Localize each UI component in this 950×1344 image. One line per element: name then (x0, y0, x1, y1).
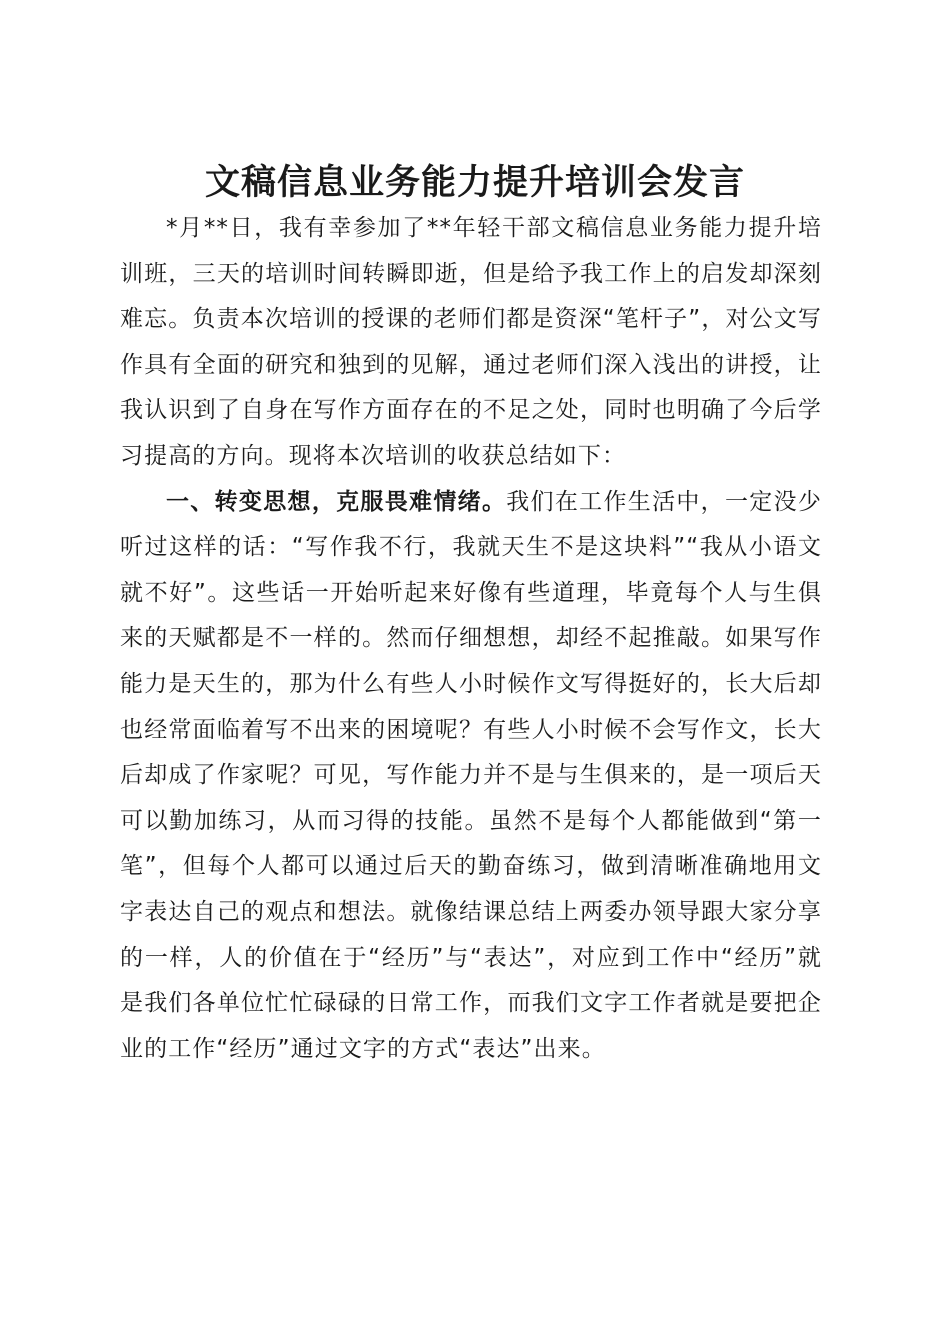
document-title: 文稿信息业务能力提升培训会发言 (204, 162, 745, 204)
section-1-body: 我们在工作生活中，一定没少听过这样的话：“写作我不行，我就天生不是这块料”“我从小语文就不好”。这些话一开始听起来好像有些道理，毕竟每个人与生俱来的天赋都是不一样的。然而仔细想想，却经不起推敲。如果写作能力是天生的，那为什么有些人小时候作文写得挺好的，长大后却也经常面临着写不出来的困境呢？有些人小时候不会写作文，长大后却成了作家呢？可见，写作能力并不是与生俱来的，是一项后天可以勤加练习，从而习得的技能。虽然不是每个人都能做到“第一笔”，但每个人都可以通过后天的勤奋练习，做到清晰准确地用文字表达自己的观点和想法。就像结课总结上两委办领导跟大家分享的一样，人的价值在于“经历”与“表达”，对应到工作中“经历”就是我们各单位忙忙碌碌的日常工作，而我们文字工作者就是要把企业的工作“经历”通过文字的方式“表达”出来。 (120, 488, 822, 1062)
intro-paragraph: *月**日，我有幸参加了**年轻干部文稿信息业务能力提升培训班，三天的培训时间转瞬即逝，但是给予我工作上的启发却深刻难忘。负责本次培训的授课的老师们都是资深“笔杆子”，对公文写作具有全面的研究和独到的见解，通过老师们深入浅出的讲授，让我认识到了自身在写作方面存在的不足之处，同时也明确了今后学习提高的方向。现将本次培训的收获总结如下： (120, 215, 822, 469)
section-1-heading: 一、转变思想，克服畏难情绪。 (166, 488, 507, 515)
document-body (120, 206, 822, 1072)
section-1-paragraph (120, 480, 822, 1073)
